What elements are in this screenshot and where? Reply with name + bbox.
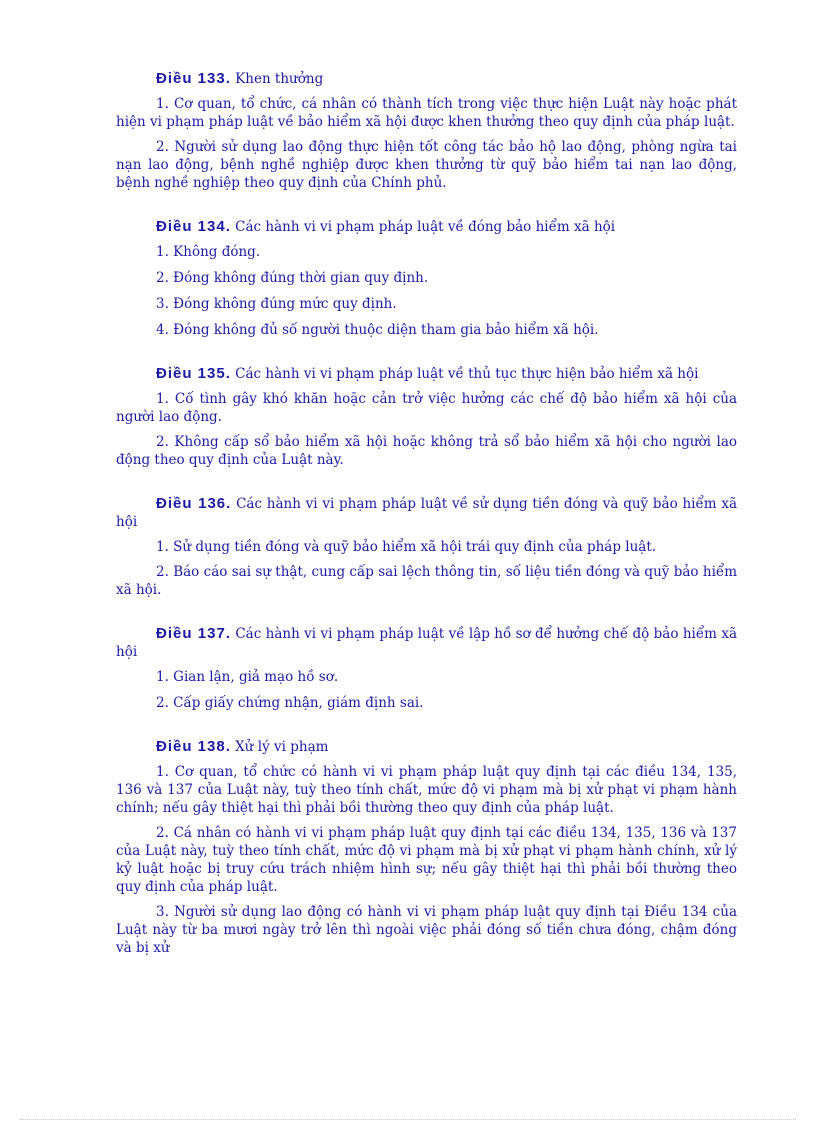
- article-title: Các hành vi vi phạm pháp luật về sử dụng tiền đóng và quỹ bảo hiểm xã hội: [116, 496, 737, 530]
- document-page: [116, 70, 737, 983]
- article-137: [116, 625, 737, 712]
- article-paragraph: 2. Cá nhân có hành vi vi phạm pháp luật quy định tại các điều 134, 135, 136 và 137 của Luật này, tuỳ theo tính chất, mức độ vi phạm mà bị xử phạt vi phạm hành chính, xử lý kỷ luật hoặc bị truy cứu trách nhiệm hình sự; nếu gây thiệt hại thì phải bồi thường theo quy định của pháp luật.: [116, 825, 737, 895]
- article-paragraph: 1. Cơ quan, tổ chức, cá nhân có thành tích trong việc thực hiện Luật này hoặc phát hiện vi phạm pháp luật về bảo hiểm xã hội được khen thưởng theo quy định của pháp luật.: [116, 96, 737, 130]
- article-134: [116, 218, 737, 339]
- article-paragraph: 2. Người sử dụng lao động thực hiện tốt công tác bảo hộ lao động, phòng ngừa tai nạn lao động, bệnh nghề nghiệp được khen thưởng từ quỹ bảo hiểm tai nạn lao động, bệnh nghề nghiệp theo quy định của Chính phủ.: [116, 139, 737, 191]
- article-heading: [116, 738, 737, 756]
- article-number: Điều 137.: [156, 625, 231, 642]
- article-paragraph: 1. Sử dụng tiền đóng và quỹ bảo hiểm xã hội trái quy định của pháp luật.: [156, 539, 657, 555]
- article-paragraph: 1. Gian lận, giả mạo hồ sơ.: [156, 669, 339, 685]
- article-heading: [116, 365, 737, 383]
- article-135: [116, 365, 737, 469]
- article-title: Các hành vi vi phạm pháp luật về đóng bảo hiểm xã hội: [235, 219, 616, 235]
- article-heading: [116, 495, 737, 531]
- article-heading: [116, 70, 737, 88]
- article-paragraph: 1. Cố tình gây khó khăn hoặc cản trở việc hưởng các chế độ bảo hiểm xã hội của người lao động.: [116, 391, 737, 425]
- article-136: [116, 495, 737, 599]
- article-title: Khen thưởng: [235, 71, 324, 87]
- article-paragraph: 1. Cơ quan, tổ chức có hành vi vi phạm pháp luật quy định tại các điều 134, 135, 136 và 137 của Luật này, tuỳ theo tính chất, mức độ vi phạm mà bị xử phạt vi phạm hành chính; nếu gây thiệt hại thì phải bồi thường theo quy định của pháp luật.: [116, 764, 737, 816]
- article-number: Điều 135.: [156, 365, 231, 382]
- article-number: Điều 136.: [156, 495, 232, 512]
- article-heading: [116, 625, 737, 661]
- article-paragraph: 3. Đóng không đúng mức quy định.: [156, 296, 397, 312]
- article-paragraph: 4. Đóng không đủ số người thuộc diện tham gia bảo hiểm xã hội.: [156, 322, 599, 338]
- article-paragraph: 1. Không đóng.: [156, 244, 261, 260]
- article-paragraph: 2. Đóng không đúng thời gian quy định.: [156, 270, 429, 286]
- article-title: Các hành vi vi phạm pháp luật về lập hồ sơ để hưởng chế độ bảo hiểm xã hội: [116, 626, 737, 660]
- article-heading: [116, 218, 737, 236]
- article-paragraph: 2. Không cấp sổ bảo hiểm xã hội hoặc không trả sổ bảo hiểm xã hội cho người lao động theo quy định của Luật này.: [116, 434, 737, 468]
- article-number: Điều 134.: [156, 218, 231, 235]
- article-number: Điều 133.: [156, 70, 231, 87]
- article-138: [116, 738, 737, 957]
- article-number: Điều 138.: [156, 738, 231, 755]
- page-bottom-divider: [20, 1119, 796, 1120]
- article-paragraph: 2. Cấp giấy chứng nhận, giám định sai.: [156, 695, 424, 711]
- article-title: Các hành vi vi phạm pháp luật về thủ tục thực hiện bảo hiểm xã hội: [235, 366, 699, 382]
- article-title: Xử lý vi phạm: [235, 739, 329, 755]
- article-paragraph: 2. Báo cáo sai sự thật, cung cấp sai lệch thông tin, số liệu tiền đóng và quỹ bảo hiểm xã hội.: [116, 564, 737, 598]
- article-paragraph: 3. Người sử dụng lao động có hành vi vi phạm pháp luật quy định tại Điều 134 của Luật này từ ba mươi ngày trở lên thì ngoài việc phải đóng số tiền chưa đóng, chậm đóng và bị xử: [116, 904, 737, 956]
- article-133: [116, 70, 737, 192]
